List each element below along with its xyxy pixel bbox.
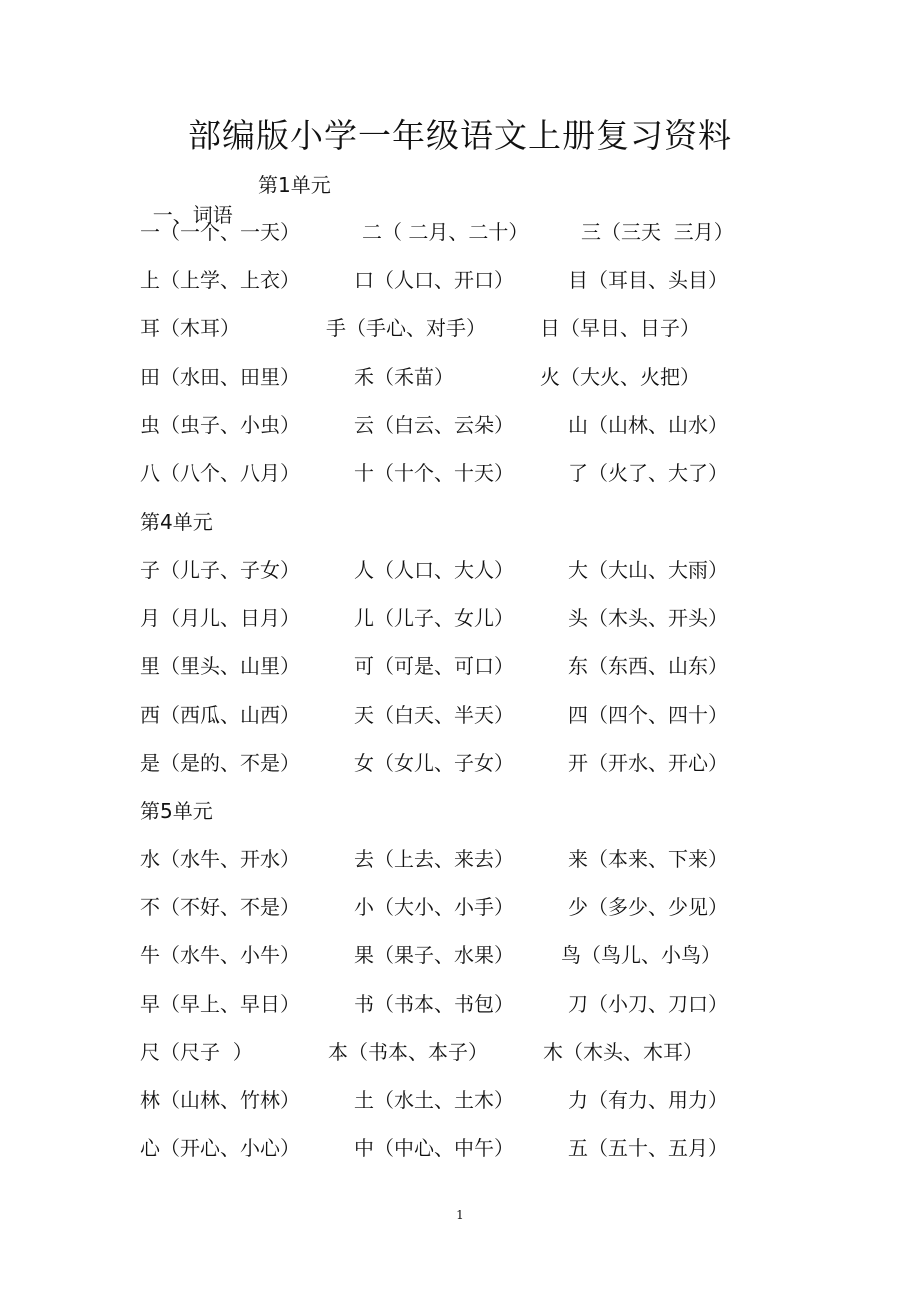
word-entry: 去（上去、来去） (354, 847, 514, 871)
word-row (0, 1037, 920, 1067)
word-row (0, 410, 920, 440)
word-entry: 手（手心、对手） (326, 316, 486, 341)
word-row (0, 313, 920, 343)
word-entry: 本（书本、本子） (328, 1039, 488, 1064)
word-entry: 月（月儿、日月） (140, 606, 300, 631)
word-entry: 林（山林、竹林） (140, 1088, 300, 1112)
word-entry: 头（木头、开头） (568, 606, 728, 631)
word-entry: 田（水田、田里） (140, 364, 300, 389)
word-row (0, 651, 920, 681)
word-entry: 口（人口、开口） (354, 268, 514, 293)
word-entry: 来（本来、下来） (568, 847, 728, 871)
word-entry: 水（水牛、开水） (140, 847, 300, 871)
unit4-heading: 第4单元 (140, 510, 213, 534)
word-entry: 中（中心、中午） (354, 1136, 514, 1161)
word-entry: 少（多少、少见） (568, 895, 728, 920)
word-entry: 力（有力、用力） (568, 1088, 728, 1112)
word-entry: 果（果子、水果） (354, 943, 514, 968)
word-entry: 早（早上、早日） (140, 991, 300, 1016)
word-row (0, 603, 920, 633)
word-entry: 可（可是、可口） (354, 654, 514, 679)
word-row (0, 700, 920, 730)
unit5-heading: 第5单元 (140, 799, 213, 823)
page-number: 1 (456, 1208, 464, 1222)
word-entry: 土（水土、土木） (354, 1088, 514, 1112)
word-row (0, 1133, 920, 1163)
word-row (0, 748, 920, 778)
word-row (0, 458, 920, 488)
word-entry: 日（早日、日子） (540, 316, 700, 341)
word-entry: 四（四个、四十） (568, 702, 728, 727)
word-entry: 上（上学、上衣） (140, 268, 300, 293)
word-entry: 刀（小刀、刀口） (568, 991, 728, 1016)
word-row (0, 892, 920, 922)
word-entry: 虫（虫子、小虫） (140, 412, 300, 437)
word-entry: 西（西瓜、山西） (140, 702, 300, 727)
word-entry: 五（五十、五月） (568, 1136, 728, 1161)
word-row (0, 844, 920, 874)
word-row (0, 362, 920, 392)
word-row (0, 217, 920, 247)
word-entry: 儿（儿子、女儿） (354, 606, 514, 631)
word-entry: 木（木头、木耳） (543, 1039, 703, 1064)
section-heading: 一、词语 (152, 203, 233, 227)
word-entry: 目（耳目、头目） (568, 268, 728, 293)
word-row (0, 265, 920, 295)
word-entry: 不（不好、不是） (140, 895, 300, 920)
word-row (0, 555, 920, 585)
word-entry: 云（白云、云朵） (354, 412, 514, 437)
word-entry: 三（三天 三月） (581, 220, 734, 244)
word-row (0, 989, 920, 1019)
word-entry: 大（大山、大雨） (568, 558, 728, 582)
word-entry: 鸟（鸟儿、小鸟） (561, 943, 721, 968)
word-entry: 十（十个、十天） (354, 461, 514, 485)
word-entry: 是（是的、不是） (140, 750, 300, 775)
word-entry: 人（人口、大人） (354, 558, 514, 582)
word-entry: 小（大小、小手） (354, 895, 514, 920)
word-entry: 牛（水牛、小牛） (140, 943, 300, 968)
word-entry: 女（女儿、子女） (354, 750, 514, 775)
word-entry: 尺（尺子 ） (140, 1039, 253, 1064)
word-entry: 心（开心、小心） (140, 1136, 300, 1161)
word-entry: 火（大火、火把） (540, 364, 700, 389)
word-entry: 耳（木耳） (140, 316, 240, 341)
word-entry: 八（八个、八月） (140, 461, 300, 485)
word-entry: 二（ 二月、二十） (362, 220, 529, 244)
word-row (0, 1085, 920, 1115)
word-entry: 一（一个、一天） (140, 220, 300, 244)
word-entry: 禾（禾苗） (354, 364, 454, 389)
page-title: 部编版小学一年级语文上册复习资料 (188, 116, 732, 155)
word-entry: 里（里头、山里） (140, 654, 300, 679)
unit1-heading: 第1单元 (258, 173, 331, 197)
word-entry: 天（白天、半天） (354, 702, 514, 727)
word-entry: 山（山林、山水） (568, 412, 728, 437)
word-row (0, 940, 920, 970)
word-entry: 开（开水、开心） (568, 750, 728, 775)
word-entry: 书（书本、书包） (354, 991, 514, 1016)
word-entry: 子（儿子、子女） (140, 558, 300, 582)
word-entry: 东（东西、山东） (568, 654, 728, 679)
word-entry: 了（火了、大了） (568, 461, 728, 485)
